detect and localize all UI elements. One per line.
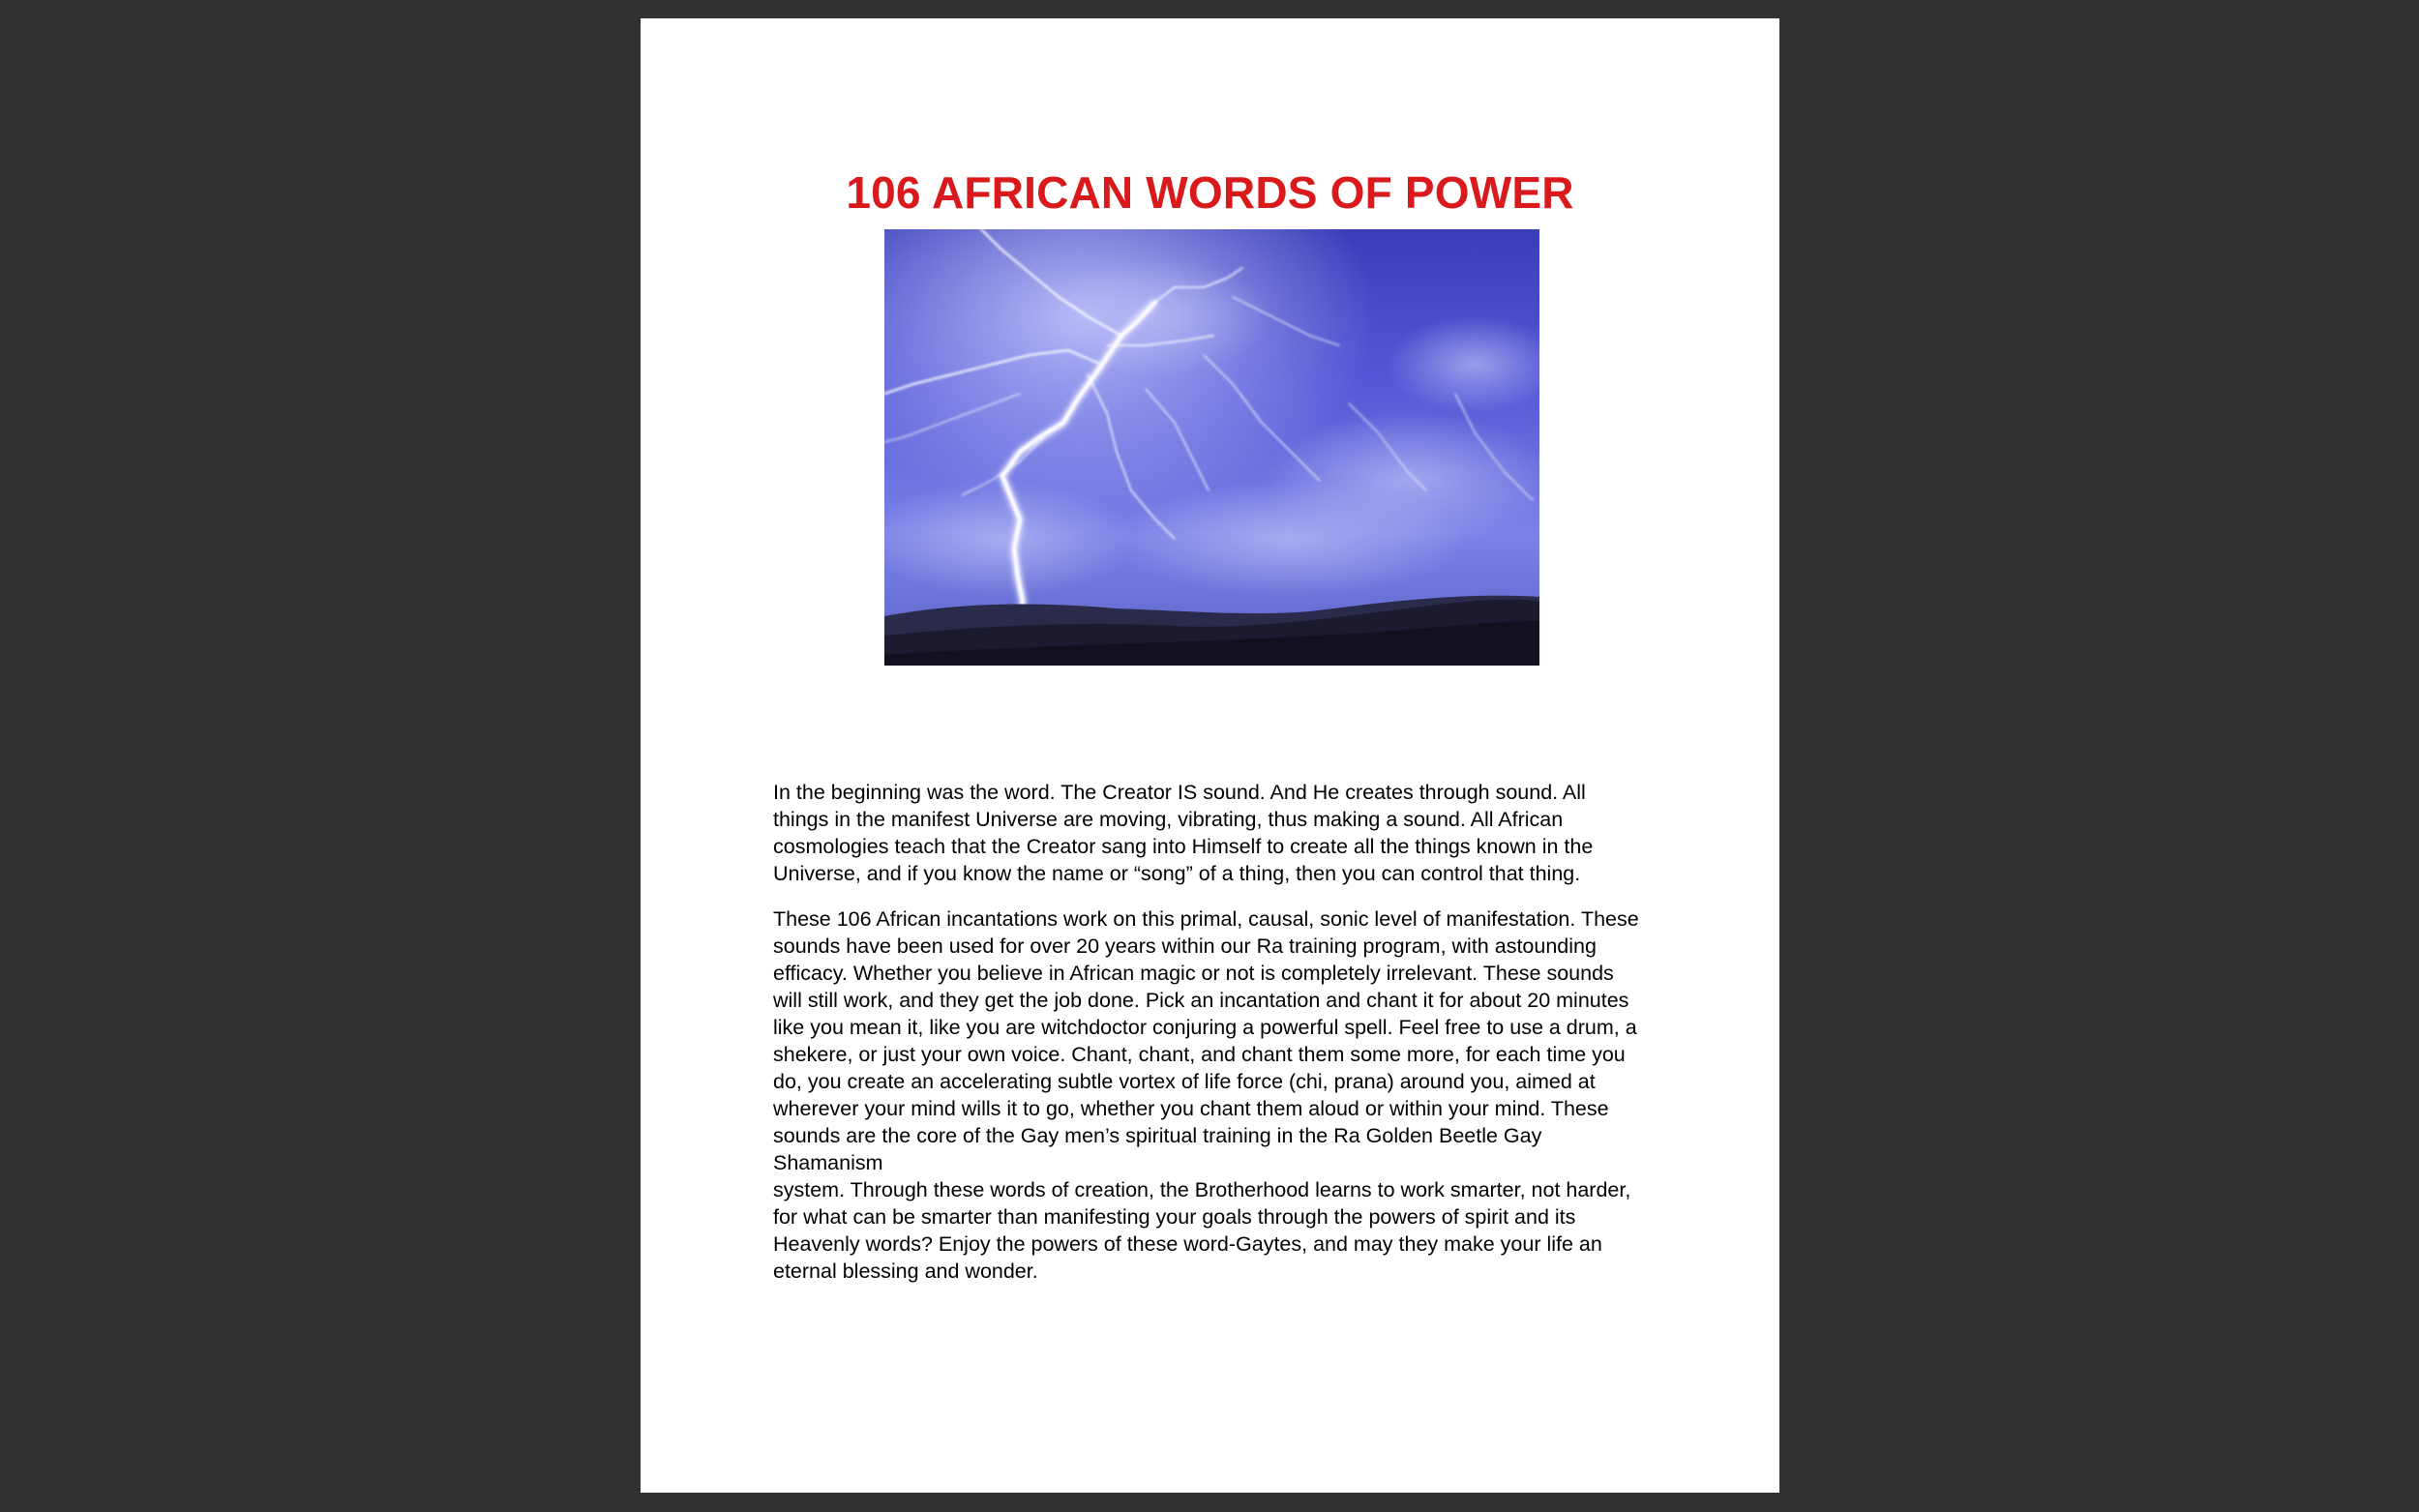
body-paragraph: In the beginning was the word. The Creator IS sound. And He creates through sound. All things in the manifest Universe are moving, vibrating, thus making a sound. All African cosmologies teach that the Creator sang into Himself to create all the things known in the Universe, and if you know the name or “song” of a thing, then you can control that thing. — [773, 781, 1594, 885]
page-title: 106 AFRICAN WORDS OF POWER — [846, 167, 1574, 218]
lightning-storm-image — [884, 229, 1539, 666]
body-paragraph: These 106 African incantations work on this primal, causal, sonic level of manifestation. These sounds have been used for over 20 years within our Ra training program, with astounding efficacy. Whether you believe in African magic or not is completely irrelevant. These sounds will still work, and they get the job done. Pick an incantation and chant it for about 20 minutes like you mean it, like you are witchdoctor conjuring a powerful spell. Feel free to use a drum, a shekere, or just your own voice. Chant, chant, and chant them some more, for each time you do, you create an accelerating subtle vortex of life force (chi, prana) around you, aimed at wherever your mind wills it to go, whether you chant them aloud or within your mind. These sounds are the core of the Gay men’s spiritual training in the Ra Golden Beetle Gay Shamanism system. Through these words of creation, the Brotherhood learns to work smarter, not harder, for what can be smarter than manifesting your goals through the powers of spirit and its Heavenly words? Enjoy the powers of these word-Gaytes, and may they make your life an eternal blessing and wonder. — [773, 907, 1639, 1283]
document-page — [641, 18, 1779, 1493]
